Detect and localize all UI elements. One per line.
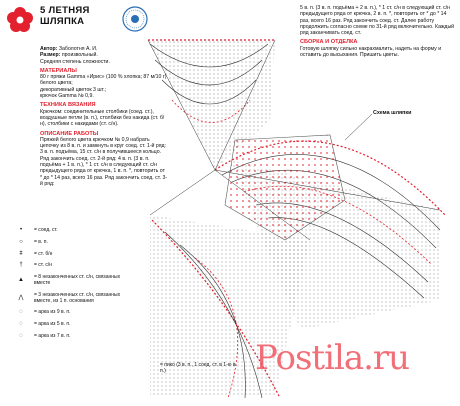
double-crochet-icon: † [19, 262, 23, 269]
legend-row: ◌ = арка из 7 в. п. [8, 334, 128, 340]
slip-stitch-icon: • [19, 227, 23, 233]
description-text: Пряжей белого цвета крючком № 0,9 набрать цепочку из 8 в. п. и замкнуть в круг соед. ст. 1-й ряд: 3 в. п. подъёма, 15 ст. с/н в получившееся кольцо. Ряд закончить соед. ст. 2-й ряд: 4 в. п. (3 в. п. подъёма + 1 в. п.), * 1 ст. с/н в следующий ст. с/н предыдущего ряда от крючка, 1 в. п. *, повторить от * до * 14 раз, всего 16 раз. Ряд закончить соед. ст. 3-й ряд: [40, 136, 168, 187]
legend-row: ▲ = 8 незаконченных ст. с/н, связанных вместе [8, 275, 128, 287]
single-crochet-icon: ǂ [19, 250, 23, 257]
scheme-label: Схема шляпки [373, 110, 412, 116]
legend-row: ○ = в. п. [8, 240, 128, 246]
arch-7-icon: ◌ [19, 332, 23, 339]
assembly-text: Готовую шляпку сильно накрахмалить, надеть на форму и оставить до высыхания. Пришить цветы. [300, 45, 442, 59]
arch-5-icon: ◌ [19, 321, 23, 328]
technique-text: Крючком: соединительные столбики (соед. ст.), воздушные петли (в. п.), столбики без накида (ст. б/н), столбики с накидами (ст. с/н). [40, 108, 165, 128]
legend-row: ⋀ = 3 незаконченных ст. с/н, связанных вместе, из 1 п. основания [8, 293, 128, 305]
technique-title: ТЕХНИКА ВЯЗАНИЯ [40, 102, 96, 109]
materials-title: МАТЕРИАЛЫ [40, 67, 77, 74]
chain-icon: ○ [19, 238, 23, 245]
materials-text-3: крючок Gamma № 0,9. [40, 93, 94, 100]
watermark: Postila.ru [255, 338, 410, 378]
materials-text-1: 80 г пряжи Gamma «Ирис» (100 % хлопка; 87 м/10 г) белого цвета; [40, 74, 167, 87]
legend-row: ◌ = арка из 5 в. п. [8, 322, 128, 328]
arch-9-icon: ◌ [19, 309, 23, 316]
legend-row: ◌ = арка из 9 в. п. [8, 310, 128, 316]
legend-row: † = ст. с/н [8, 263, 128, 269]
size-row: Размер: произвольный. [40, 52, 98, 59]
cluster-8-icon: ▲ [18, 277, 24, 284]
title-line-2: ШЛЯПКА [40, 16, 85, 27]
legend-row: • = соед. ст. [8, 228, 128, 234]
assembly-title: СБОРКА И ОТДЕЛКА [300, 39, 358, 46]
difficulty: Средняя степень сложности. [40, 58, 110, 65]
legend-row: ǂ = ст. б/н [8, 252, 128, 258]
author-row: Автор: Заболотня А. И. [40, 46, 98, 52]
materials-text-2: декоративный цветок 3 шт.; [40, 86, 107, 93]
picot-legend: = пико (3 в. п., 1 соед. ст. в 1-ю в. п.) [160, 362, 237, 374]
legend [8, 228, 128, 346]
cluster-3-icon: ⋀ [18, 294, 24, 301]
title-line-1: 5 ЛЕТНЯЯ [40, 5, 90, 16]
continuation-text: 5 в. п. (3 в. п. подъёма + 2 в. п.), * 1 ст. с/н в следующий ст. с/н предыдущего ряда от крючка, 2 в. п. *, повторить от * до * 14 раз, всего 16 раз. Ряд закончить соед. ст. Далее работу продолжить согласно схеме по 31-й ряд включительно. Каждый ряд заканчивать соед. ст. [300, 5, 455, 37]
description-title: ОПИСАНИЕ РАБОТЫ [40, 130, 99, 137]
